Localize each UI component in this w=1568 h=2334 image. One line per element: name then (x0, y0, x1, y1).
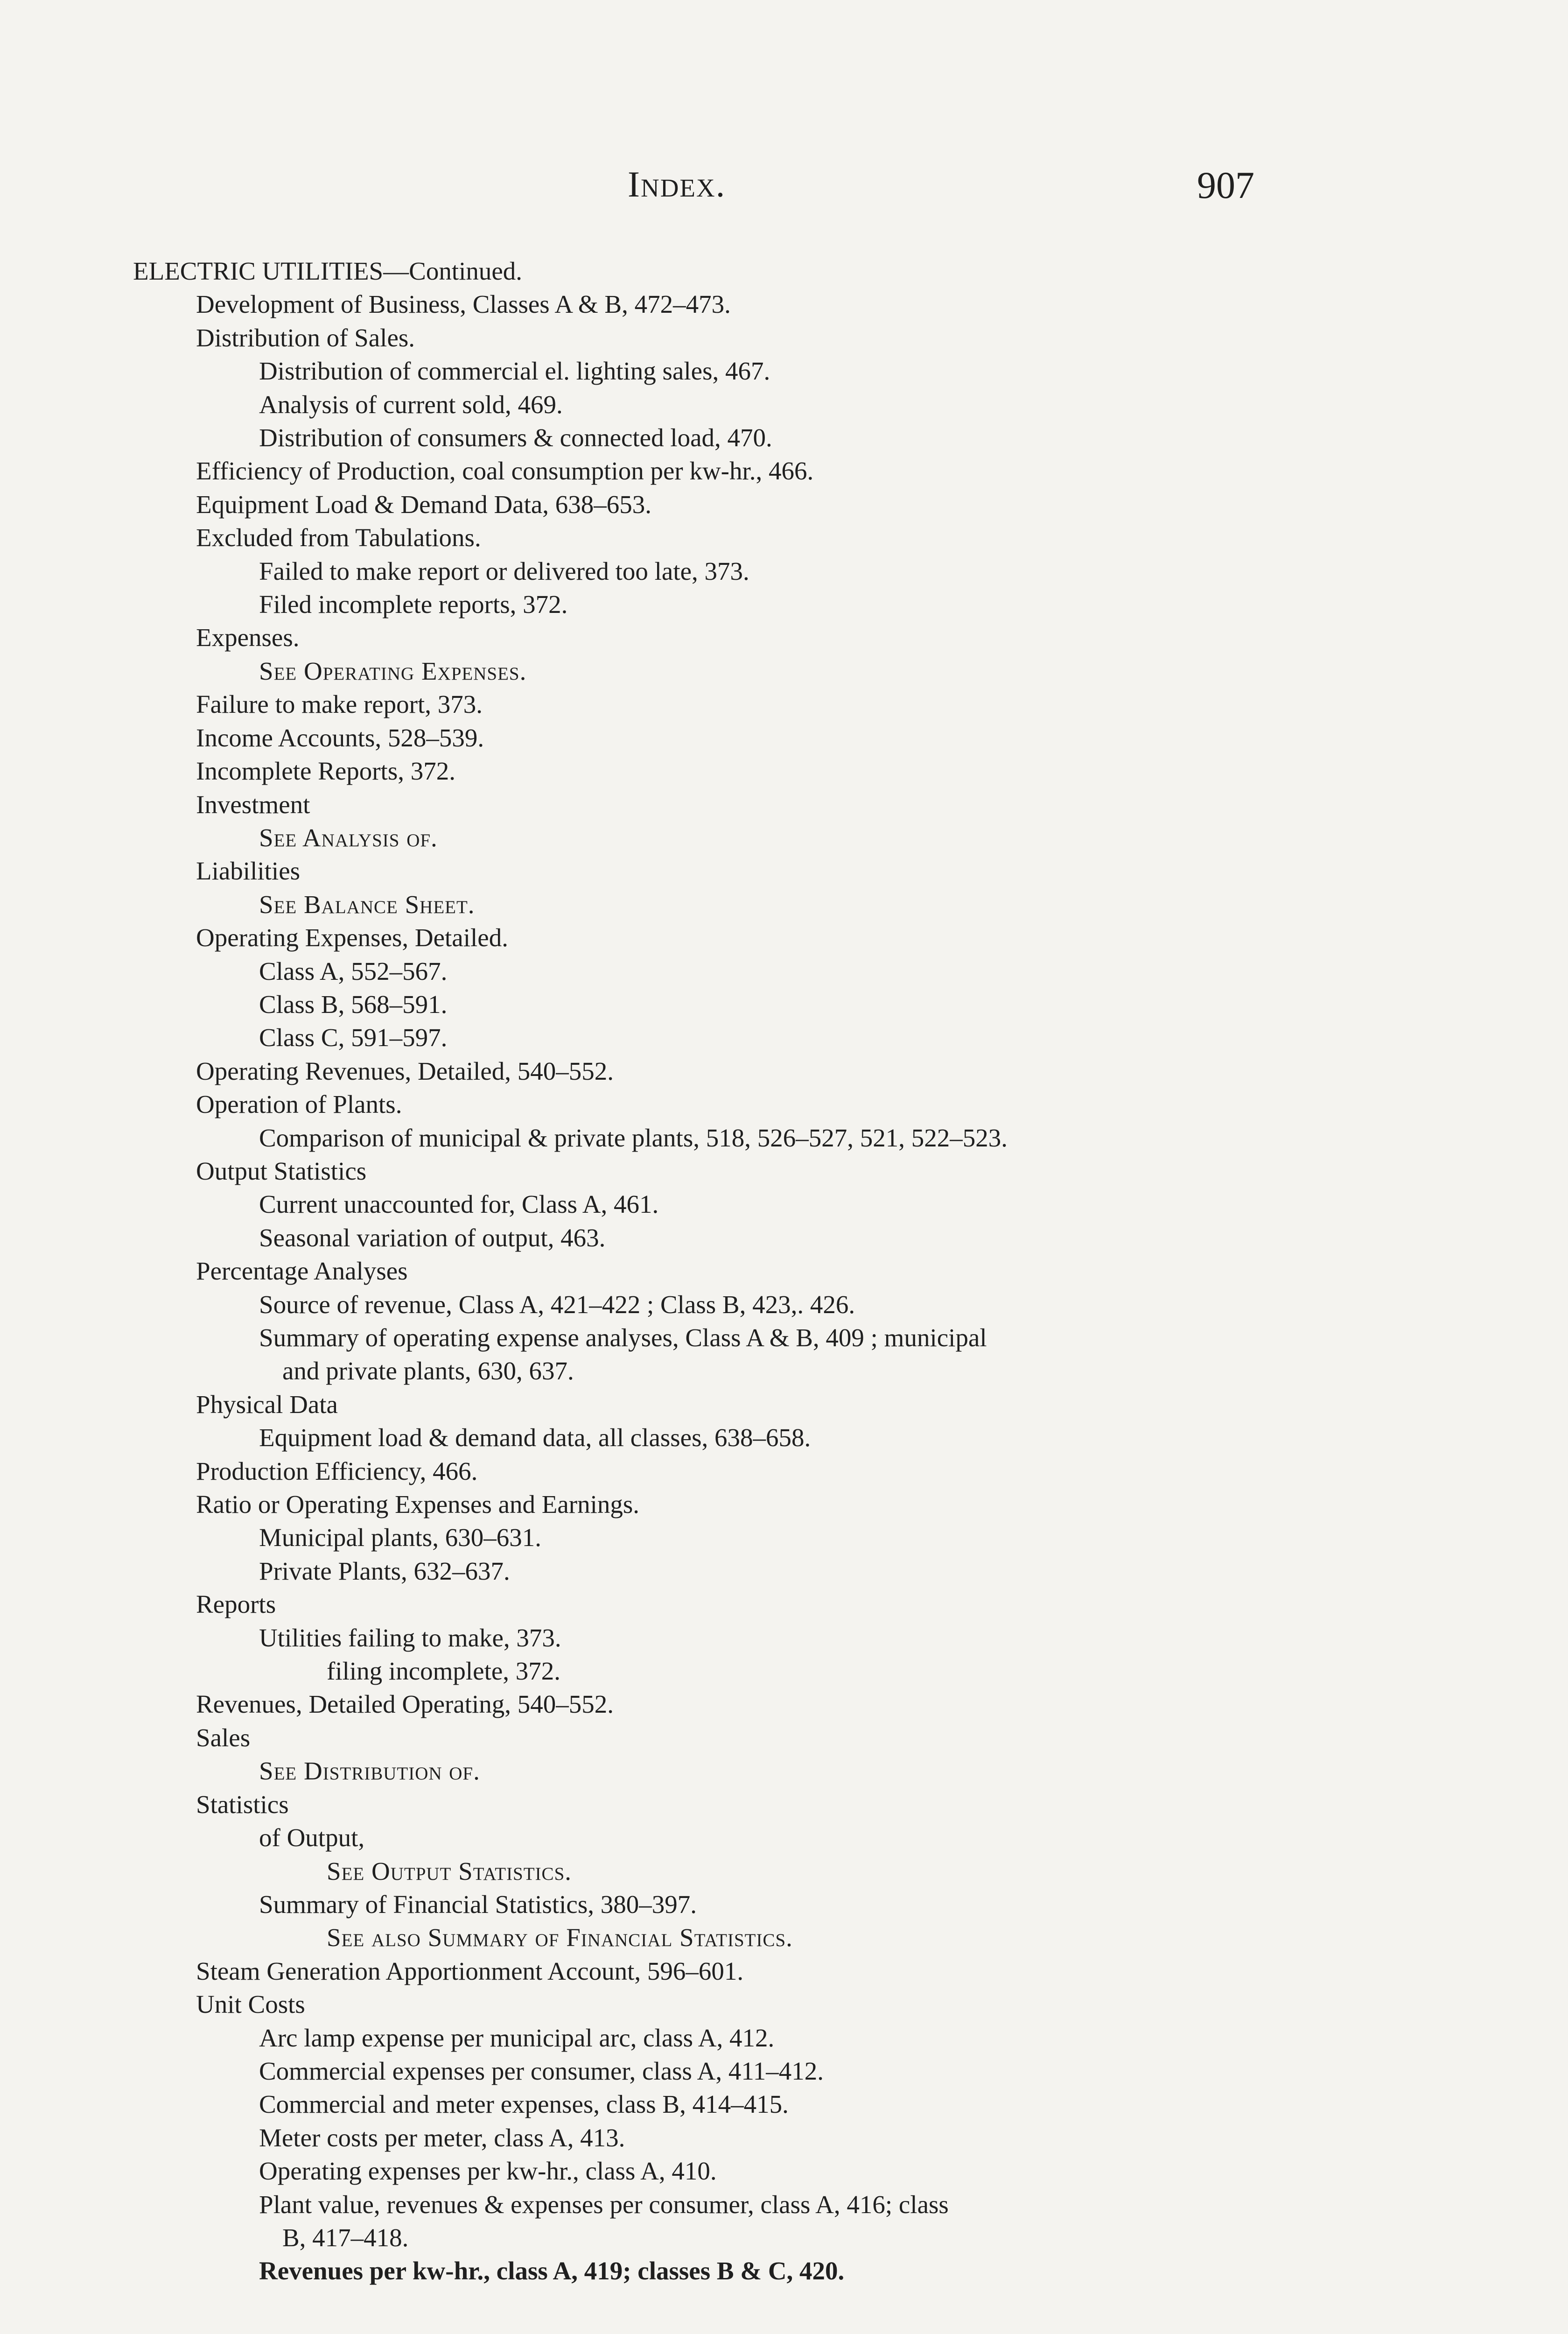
index-entry: filing incomplete, 372. (327, 1657, 561, 1686)
index-entry: Comparison of municipal & private plants, 518, 526–527, 521, 522–523. (259, 1123, 1008, 1152)
index-entry: Efficiency of Production, coal consumption per kw-hr., 466. (196, 457, 814, 485)
index-entry: Summary of operating expense analyses, Class A & B, 409 ; municipal (259, 1323, 987, 1352)
index-entry: Distribution of Sales. (196, 323, 415, 352)
index-entry: Seasonal variation of output, 463. (259, 1223, 606, 1252)
index-entry: Meter costs per meter, class A, 413. (259, 2123, 625, 2152)
index-entry: Failed to make report or delivered too late, 373. (259, 556, 749, 585)
index-entry: Filed incomplete reports, 372. (259, 590, 568, 619)
index-entry: Plant value, revenues & expenses per consumer, class A, 416; class (259, 2190, 949, 2219)
index-entry: Failure to make report, 373. (196, 690, 483, 719)
index-entry: Private Plants, 632–637. (259, 1556, 510, 1585)
index-entries (133, 254, 1514, 2288)
index-entry: Operating Revenues, Detailed, 540–552. (196, 1056, 614, 1085)
index-entry: Output Statistics (196, 1156, 367, 1185)
index-entry: Commercial expenses per consumer, class A, 411–412. (259, 2056, 824, 2085)
index-entry: Operating expenses per kw-hr., class A, 410. (259, 2157, 717, 2186)
index-entry: Equipment load & demand data, all classes, 638–658. (259, 1423, 811, 1452)
index-entry: Sales (196, 1723, 251, 1752)
index-entry: Commercial and meter expenses, class B, 414–415. (259, 2090, 789, 2119)
index-entry: Development of Business, Classes A & B, 472–473. (196, 290, 731, 319)
index-entry: Ratio or Operating Expenses and Earnings. (196, 1490, 640, 1519)
index-entry: See Output Statistics. (327, 1856, 572, 1885)
index-entry: Reports (196, 1590, 276, 1619)
index-entry: Source of revenue, Class A, 421–422 ; Class B, 423,. 426. (259, 1290, 855, 1319)
index-entry: See Distribution of. (259, 1757, 480, 1786)
index-entry: Operation of Plants. (196, 1090, 402, 1119)
page-number: 907 (1197, 164, 1254, 206)
index-entry: Physical Data (196, 1390, 338, 1419)
index-entry: Income Accounts, 528–539. (196, 723, 484, 752)
index-entry: Expenses. (196, 623, 300, 652)
index-entry: Steam Generation Apportionment Account, 596–601. (196, 1956, 744, 1985)
index-entry: Municipal plants, 630–631. (259, 1523, 541, 1552)
index-entry: Excluded from Tabulations. (196, 523, 481, 552)
index-entry: Incomplete Reports, 372. (196, 757, 455, 786)
index-entry: Equipment Load & Demand Data, 638–653. (196, 490, 652, 519)
index-entry: ELECTRIC UTILITIES—Continued. (133, 257, 523, 285)
index-entry: Production Efficiency, 466. (196, 1456, 478, 1485)
index-entry: Distribution of commercial el. lighting sales, 467. (259, 357, 770, 386)
index-entry: Summary of Financial Statistics, 380–397. (259, 1890, 697, 1919)
index-entry: Liabilities (196, 857, 301, 886)
index-entry: See also Summary of Financial Statistics. (327, 1923, 793, 1952)
index-entry: Class B, 568–591. (259, 990, 448, 1019)
page-title: Index. (628, 164, 726, 204)
index-entry: See Balance Sheet. (259, 890, 475, 919)
index-entry: Arc lamp expense per municipal arc, class A, 412. (259, 2023, 775, 2052)
index-entry: of Output, (259, 1823, 365, 1852)
index-entry: Percentage Analyses (196, 1257, 408, 1286)
index-entry: Revenues per kw-hr., class A, 419; classes B & C, 420. (259, 2257, 845, 2285)
index-entry: B, 417–418. (282, 2223, 409, 2252)
index-entry: Utilities failing to make, 373. (259, 1623, 561, 1652)
index-entry: Class A, 552–567. (259, 956, 448, 985)
index-entry: Unit Costs (196, 1990, 305, 2019)
index-entry: Current unaccounted for, Class A, 461. (259, 1190, 659, 1219)
index-entry: Class C, 591–597. (259, 1023, 448, 1052)
index-entry: Statistics (196, 1790, 289, 1819)
index-entry: Investment (196, 790, 310, 819)
index-entry: Revenues, Detailed Operating, 540–552. (196, 1690, 614, 1719)
index-entry: See Operating Expenses. (259, 656, 527, 685)
index-entry: Operating Expenses, Detailed. (196, 923, 508, 952)
page-header (0, 163, 1568, 210)
index-entry: Distribution of consumers & connected load, 470. (259, 423, 772, 452)
index-entry: See Analysis of. (259, 823, 438, 852)
index-entry: and private plants, 630, 637. (282, 1357, 574, 1385)
index-entry: Analysis of current sold, 469. (259, 390, 563, 419)
